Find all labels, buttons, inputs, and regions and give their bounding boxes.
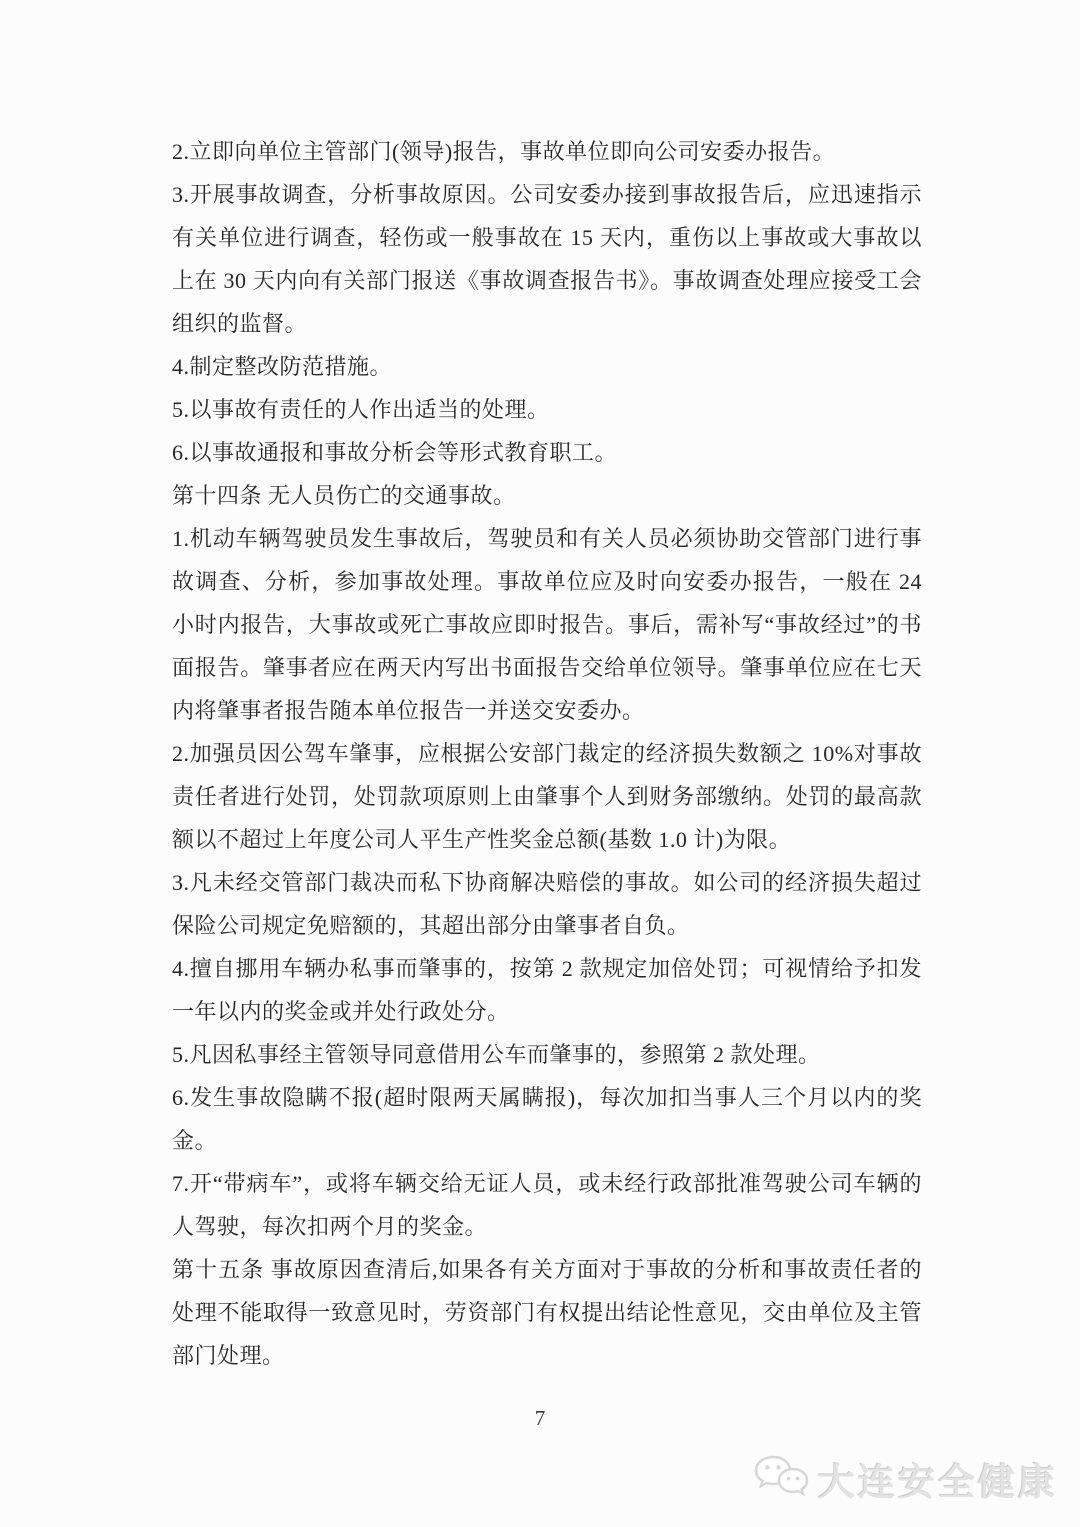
document-paragraph: 7.开“带病车”，或将车辆交给无证人员，或未经行政部批准驾驶公司车辆的人驾驶，每次扣两个月的奖金。 (172, 1171, 922, 1239)
document-paragraph: 6.以事故通报和事故分析会等形式教育职工。 (172, 440, 618, 465)
document-paragraph: 4.制定整改防范措施。 (172, 354, 393, 379)
wechat-icon (752, 1453, 810, 1506)
watermark-label: 大连安全健康 (818, 1462, 1058, 1503)
document-paragraph: 5.凡因私事经主管领导同意借用公车而肇事的，参照第 2 款处理。 (172, 1042, 821, 1067)
document-paragraph: 2.加强员因公驾车肇事，应根据公安部门裁定的经济损失数额之 10%对事故责任者进行处罚，处罚款项原则上由肇事个人到财务部缴纳。处罚的最高款额以不超过上年度公司人平生产性奖金总额(基数 1.0 计)为限。 (172, 741, 922, 852)
document-paragraph: 2.立即向单位主管部门(领导)报告，事故单位即向公司安委办报告。 (172, 139, 836, 164)
document-paragraph: 6.发生事故隐瞒不报(超时限两天属瞒报)，每次加扣当事人三个月以内的奖金。 (172, 1085, 922, 1153)
document-paragraph: 3.开展事故调查，分析事故原因。公司安委办接到事故报告后，应迅速指示有关单位进行调查，轻伤或一般事故在 15 天内，重伤以上事故或大事故以上在 30 天内向有关部门报送《事故调查报告书》。事故调查处理应接受工会组织的监督。 (172, 182, 922, 336)
document-paragraph: 第十五条 事故原因查清后,如果各有关方面对于事故的分析和事故责任者的处理不能取得一致意见时，劳资部门有权提出结论性意见，交由单位及主管部门处理。 (172, 1257, 922, 1368)
page-number: 7 (534, 1406, 546, 1430)
document-paragraph: 第十四条 无人员伤亡的交通事故。 (172, 483, 516, 508)
document-body (172, 130, 922, 1377)
document-paragraph: 5.以事故有责任的人作出适当的处理。 (172, 397, 550, 422)
document-paragraph: 3.凡未经交管部门裁决而私下协商解决赔偿的事故。如公司的经济损失超过保险公司规定免赔额的，其超出部分由肇事者自负。 (172, 870, 922, 938)
document-paragraph: 1.机动车辆驾驶员发生事故后，驾驶员和有关人员必须协助交管部门进行事故调查、分析，参加事故处理。事故单位应及时向安委办报告，一般在 24 小时内报告，大事故或死亡事故应即时报告。事后，需补写“事故经过”的书面报告。肇事者应在两天内写出书面报告交给单位领导。肇事单位应在七天内将肇事者报告随本单位报告一并送交安委办。 (172, 526, 922, 723)
watermark (752, 1452, 1058, 1506)
document-paragraph: 4.擅自挪用车辆办私事而肇事的，按第 2 款规定加倍处罚；可视情给予扣发一年以内的奖金或并处行政处分。 (172, 956, 922, 1024)
